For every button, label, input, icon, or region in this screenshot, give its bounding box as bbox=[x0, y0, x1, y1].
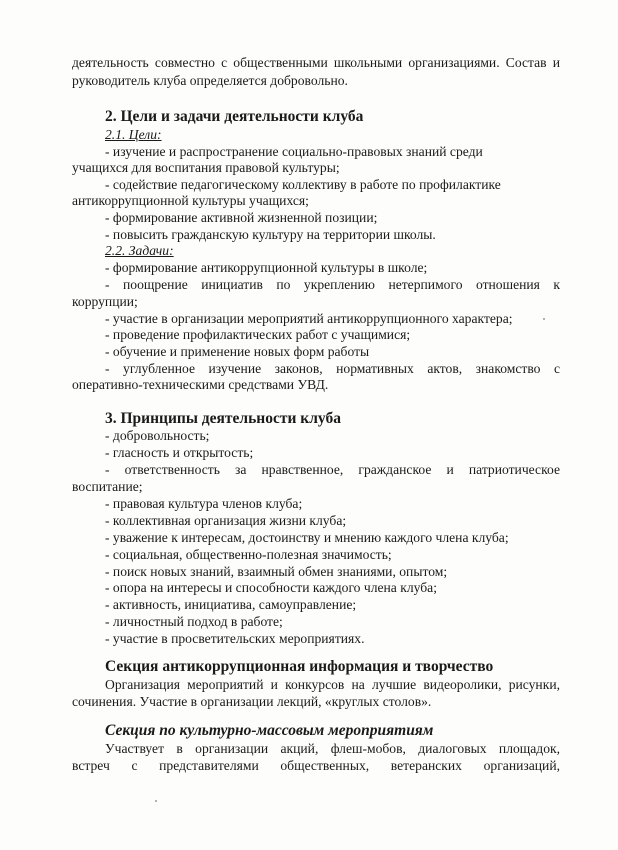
goal-line: - изучение и распространение социально-правовых знаний среди bbox=[105, 144, 483, 159]
intro-line-2: руководитель клуба определяется добровольно. bbox=[72, 73, 348, 88]
section-3-title: 3. Принципы деятельности клуба bbox=[105, 410, 341, 427]
culture-line: встреч с представителями общественных, ветеранских организаций, bbox=[72, 758, 560, 773]
principle-line: - участие в просветительских мероприятиях. bbox=[105, 631, 365, 646]
principle-line: - поиск новых знаний, взаимный обмен знаниями, опытом; bbox=[105, 564, 448, 579]
goal-line: - формирование активной жизненной позиции; bbox=[105, 210, 378, 225]
principle-line: - активность, инициатива, самоуправление; bbox=[105, 597, 357, 612]
task-line: - обучение и применение новых форм работы bbox=[105, 344, 370, 359]
principle-line: - социальная, общественно-полезная значимость; bbox=[105, 547, 392, 562]
task-line: - поощрение инициатив по укреплению нетерпимого отношения к bbox=[105, 277, 560, 292]
principle-line: - ответственность за нравственное, гражданское и патриотическое bbox=[105, 462, 560, 477]
task-line: - участие в организации мероприятий антикоррупционного характера; bbox=[105, 311, 513, 326]
info-line: сочинения. Участие в организации лекций, «круглых столов». bbox=[72, 694, 432, 709]
principle-line: - коллективная организация жизни клуба; bbox=[105, 513, 347, 528]
section-culture-title: Секция по культурно-массовым мероприятиям bbox=[105, 722, 434, 739]
principle-line: - опора на интересы и способности каждого члена клуба; bbox=[105, 580, 437, 595]
scan-speck bbox=[543, 318, 545, 320]
task-line: коррупции; bbox=[72, 294, 138, 309]
scan-speck bbox=[155, 800, 157, 802]
principle-line: - гласность и открытость; bbox=[105, 445, 254, 460]
goal-line: учащихся для воспитания правовой культуры; bbox=[72, 160, 340, 175]
section-info-title: Секция антикоррупционная информация и творчество bbox=[105, 658, 494, 675]
goals-label: 2.1. Цели: bbox=[105, 127, 162, 142]
principle-line: воспитание; bbox=[72, 479, 143, 494]
task-line: оперативно-техническими средствами УВД. bbox=[72, 377, 329, 392]
principle-line: - личностный подход в работе; bbox=[105, 614, 283, 629]
intro-line-1: деятельность совместно с общественными школьными организациями. Состав и bbox=[72, 55, 560, 70]
goal-line: - содействие педагогическому коллективу в работе по профилактике bbox=[105, 177, 501, 192]
info-line: Организация мероприятий и конкурсов на лучшие видеоролики, рисунки, bbox=[105, 677, 560, 692]
culture-line: Участвует в организации акций, флеш-мобов, диалоговых площадок, bbox=[105, 741, 560, 756]
task-line: - проведение профилактических работ с учащимися; bbox=[105, 327, 411, 342]
goal-line: - повысить гражданскую культуру на территории школы. bbox=[105, 227, 436, 242]
principle-line: - добровольность; bbox=[105, 428, 210, 443]
task-line: - углубленное изучение законов, нормативных актов, знакомство с bbox=[105, 361, 560, 376]
section-2-title: 2. Цели и задачи деятельности клуба bbox=[105, 108, 364, 125]
principle-line: - уважение к интересам, достоинству и мнению каждого члена клуба; bbox=[105, 530, 509, 545]
goal-line: антикоррупционной культуры учащихся; bbox=[72, 193, 309, 208]
task-line: - формирование антикоррупционной культуры в школе; bbox=[105, 260, 428, 275]
tasks-label: 2.2. Задачи: bbox=[105, 243, 174, 258]
principle-line: - правовая культура членов клуба; bbox=[105, 496, 303, 511]
